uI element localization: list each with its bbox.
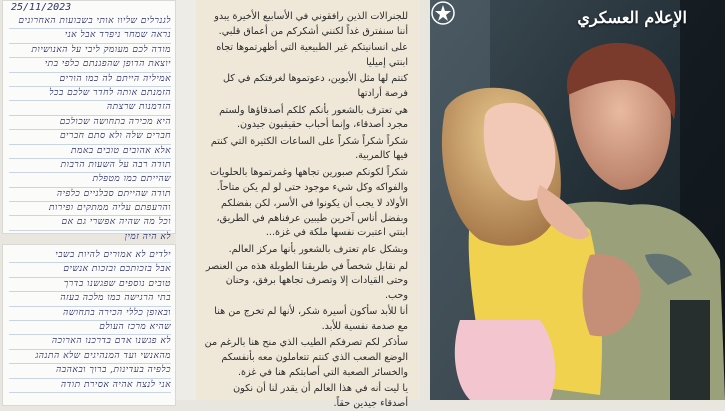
- note-line: מהאנשי ועד המנהיגים שלא התנהג: [9, 350, 171, 364]
- note-top-lines: [9, 15, 171, 245]
- note-line: וכל מה שהיה אפשרי גם אם: [9, 216, 171, 230]
- note-line: לא פגשנו אדם בדרכנו הארוכה: [9, 335, 171, 349]
- note-line: שהייתם כמו מטפלת: [9, 173, 171, 187]
- letter-paragraph: وبشكل عام تعترف بالشعور بأنها مركز العالم.: [228, 243, 408, 255]
- note-line: מודה לכם מעומק ליבי על האנושיות: [9, 44, 171, 58]
- note-line: בתי הרגישה כמו מלכה בעזה: [9, 292, 171, 306]
- note-bottom-lines: [9, 249, 171, 393]
- note-line: והרעפתם עליה ממתקים ופירות: [9, 202, 171, 216]
- photo-woman-and-child: [430, 0, 725, 400]
- letter-paragraph: يا ليت أنه في هذا العالم أن يقدر لنا أن نكون أصدقاء جيدين حقاً.: [233, 383, 408, 409]
- letter-paragraph: على انسانيتكم غير الطبيعية التي أظهرتموها تجاه ابنتي إميليا: [216, 42, 408, 68]
- child-pants: [455, 320, 555, 400]
- letter-paragraph: شكراً شكراً شكراً على الساعات الكثيرة التي كنتم فيها كالمربية.: [210, 135, 408, 162]
- letter-paragraph: أنا للأبد سأكون أسيرة شكر، لأنها لم تخرج من هنا مع صدمة نفسية للأبد.: [214, 306, 408, 332]
- note-line: שהיא מרכז העולם: [9, 321, 171, 335]
- note-line: הזמנתם אותה לחדר שלכם בכל: [9, 87, 171, 101]
- note-line: ובאופן כללי הכירה בתחושה: [9, 307, 171, 321]
- letter-paragraph: هي تعترف بالشعور بأنكم كلكم أصدقاؤها ولستم مجرد أصدقاء، وإنما أحباب حقيقيون جيدون.: [219, 104, 408, 131]
- letter-paragraph: كنتم لها مثل الأبوين، دعوتموها لغرفتكم في كل فرصة أرادتها: [222, 73, 408, 99]
- note-line: תודה רבה על השעות הרבות: [9, 159, 171, 173]
- letter-paragraph: شكراً لكونكم صبورين تجاهها وغمرتموها بالحلويات والفواكه وكل شيء موجود حتى لو لم يكن متاحاً.: [210, 166, 408, 193]
- divider: [176, 0, 196, 400]
- photo-illustration: [430, 0, 725, 400]
- letter-text: [196, 0, 420, 411]
- note-line: חברים שלה ולא סתם חברים: [9, 130, 171, 144]
- foreground-figure: [670, 300, 710, 400]
- note-line: הזדמנות שרצתה: [9, 101, 171, 115]
- note-line: טובים נוספים שפגשנו בדרך: [9, 278, 171, 292]
- note-line: אני לנצח אהיה אסירת תודה: [9, 379, 171, 393]
- note-line: ילדים לא אמורים להיות בשבי: [9, 249, 171, 263]
- letter-paragraph: سأذكر لكم تصرفكم الطيب الذي منح هنا بالرغم من الوضع الصعب الذي كنتم تتعاملون معه بأنفسكم والخسائر الصعبة التي أصابتكم هنا في غزة.: [204, 337, 408, 378]
- note-date: 25/11/2023: [11, 2, 72, 13]
- note-line: יוצאת הדופן שהפגנתם כלפי בתי: [9, 58, 171, 72]
- emblem-icon: [430, 0, 456, 26]
- arabic-translation-panel: [196, 0, 420, 409]
- letter-paragraph: الأولاد لا يجب أن يكونوا في الأسر، لكن بفضلكم وبفضل أناس آخرين طيبين عرفناهم في الطريق، ابنتي اعتبرت نفسها ملكة في غزة...: [216, 198, 408, 239]
- note-line: תודה שהייתם סבלניים כלפיה: [9, 188, 171, 202]
- watermark-text: الإعلام العسكري: [577, 8, 687, 27]
- note-line: אבל בזכותכם ובזכות אנשים: [9, 263, 171, 277]
- note-line: לגנרלים שליוו אותי בשבועות האחרונים: [9, 15, 171, 29]
- letter-paragraph: لم نقابل شخصاً في طريقنا الطويلة هذه من العنصر وحتى القيادات إلا وتصرف تجاهها برفق، وحنان وحب.: [205, 260, 408, 301]
- handwritten-note-bottom: [2, 244, 176, 406]
- handwritten-note-top: [2, 0, 176, 242]
- note-line: לא היה זמין: [9, 231, 171, 245]
- note-line: אלא אהובים טובים באמת: [9, 145, 171, 159]
- note-line: נראה שמחר ניפרד אבל אני: [9, 29, 171, 43]
- note-line: כלפיה בעדינות, ברוך ובאהבה: [9, 364, 171, 378]
- note-line: היא מכירה בתחושה שכולכם: [9, 116, 171, 130]
- letter-paragraph: للجنرالات الذين رافقوني في الأسابيع الأخيرة يبدو أننا سنفترق غداً لكنني أشكركم من أعماق قلبي.: [214, 11, 408, 37]
- note-line: אמיליה הייתם לה כמו הורים: [9, 73, 171, 87]
